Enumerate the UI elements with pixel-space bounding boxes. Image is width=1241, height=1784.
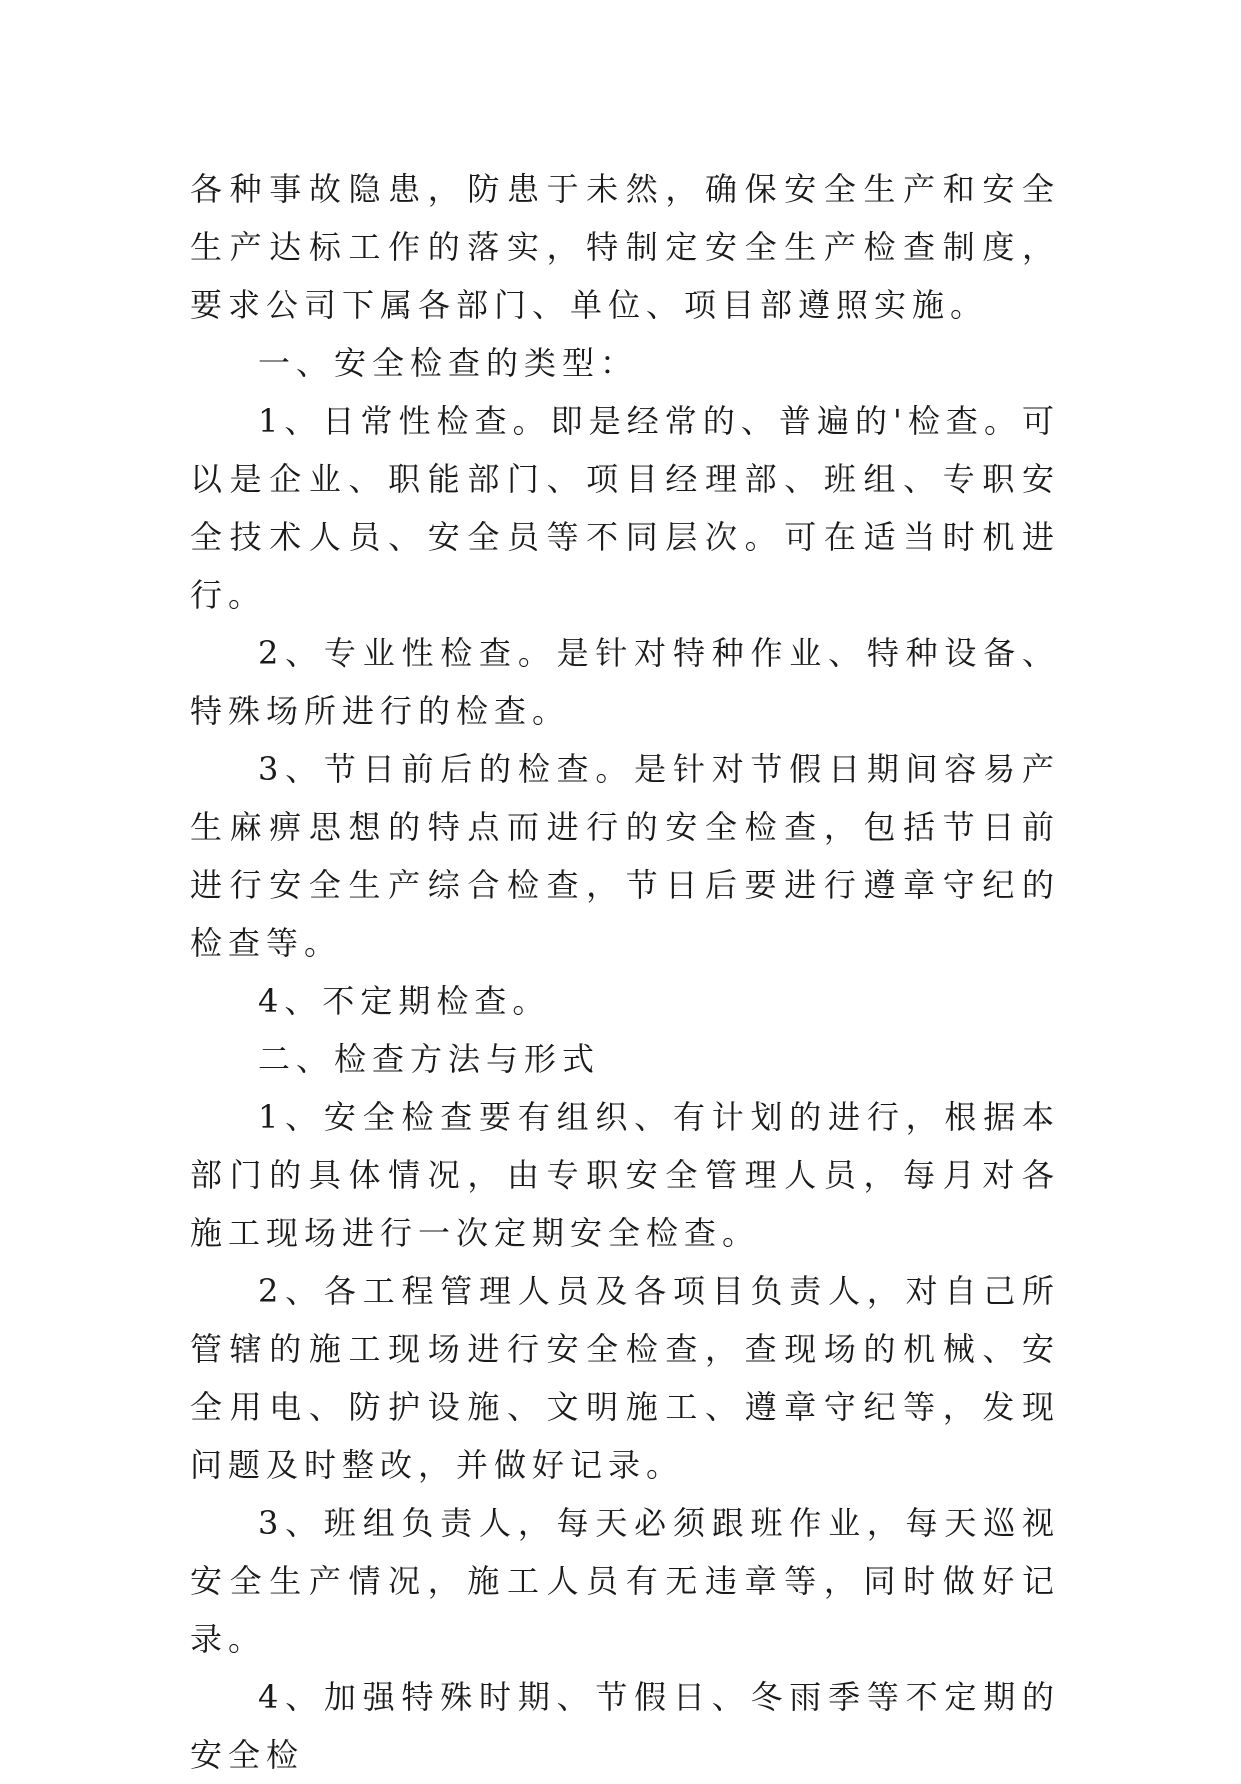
section-heading: 一、安全检查的类型： [258, 344, 639, 382]
paragraph: 4、不定期检查。 [258, 982, 551, 1020]
paragraph: 2、各工程管理人员及各项目负责人，对自己所管辖的施工现场进行安全检查，查现场的机械、安全用电、防护设施、文明施工、遵章守纪等，发现问题及时整改，并做好记录。 [190, 1272, 1060, 1484]
paragraph: 3、班组负责人，每天必须跟班作业，每天巡视安全生产情况，施工人员有无违章等，同时做好记录。 [190, 1504, 1060, 1658]
paragraph: 各种事故隐患，防患于未然，确保安全生产和安全生产达标工作的落实，特制定安全生产检查制度，要求公司下属各部门、单位、项目部遵照实施。 [190, 170, 1060, 324]
document-body [190, 160, 1060, 1784]
paragraph: 1、日常性检查。即是经常的、普遍的'检查。可以是企业、职能部门、项目经理部、班组、专职安全技术人员、安全员等不同层次。可在适当时机进行。 [190, 402, 1060, 614]
paragraph: 2、专业性检查。是针对特种作业、特种设备、特殊场所进行的检查。 [190, 634, 1060, 730]
section-heading: 二、检查方法与形式 [258, 1040, 601, 1078]
paragraph: 3、节日前后的检查。是针对节假日期间容易产生麻痹思想的特点而进行的安全检查，包括节日前进行安全生产综合检查，节日后要进行遵章守纪的检查等。 [190, 750, 1060, 962]
paragraph: 4、加强特殊时期、节假日、冬雨季等不定期的安全检 [190, 1678, 1060, 1774]
paragraph: 1、安全检查要有组织、有计划的进行，根据本部门的具体情况，由专职安全管理人员，每月对各施工现场进行一次定期安全检查。 [190, 1098, 1060, 1252]
